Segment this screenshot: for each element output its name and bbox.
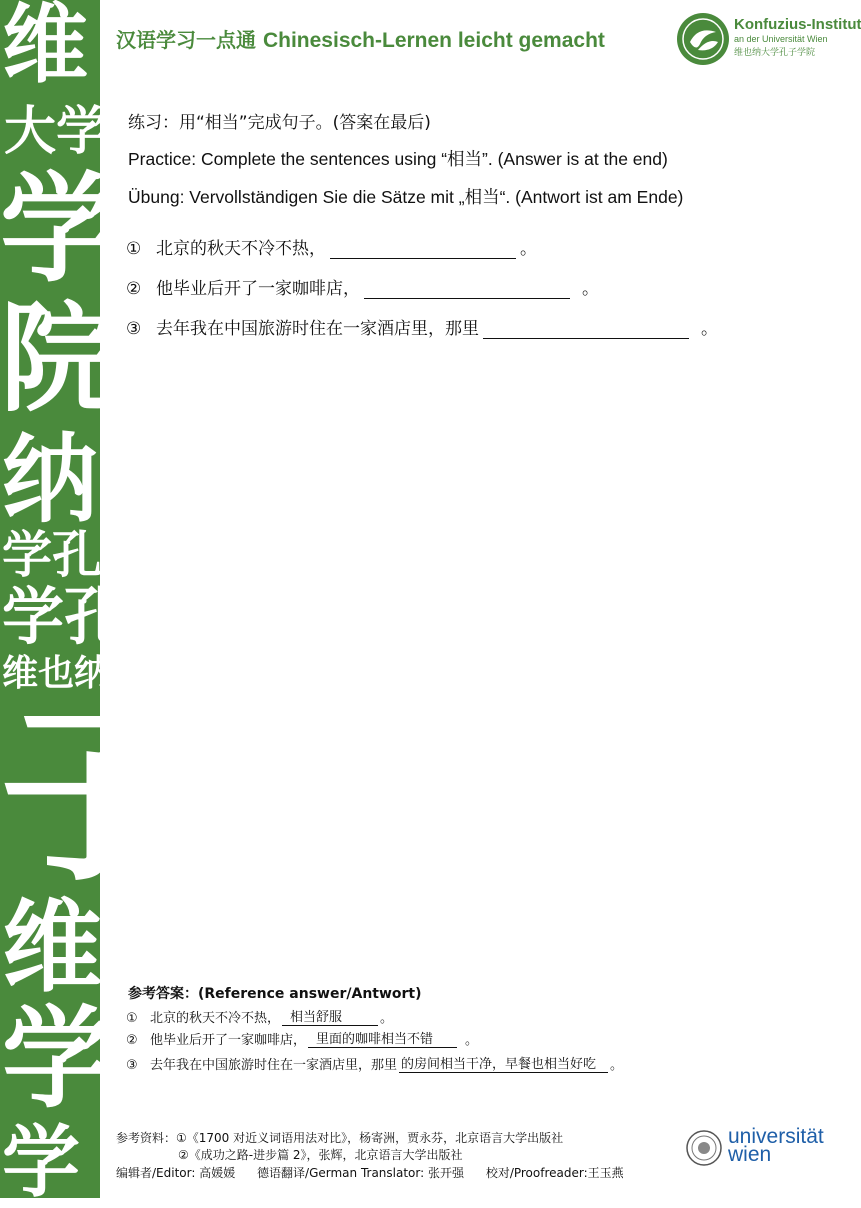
exercise-item (126, 314, 718, 339)
answer-fill: 里面的咖啡相当不错 (308, 1028, 457, 1048)
exercise-end: 。 (582, 279, 599, 299)
band-glyph: 纳 (2, 424, 98, 536)
band-glyph: 维 (2, 889, 102, 1006)
confucius-institute-logo (676, 12, 730, 66)
exercise-text: 北京的秋天不冷不热， (156, 239, 326, 259)
band-glyph: 学孔 (2, 580, 127, 653)
institute-subtitle: an der Universität Wien (734, 34, 828, 44)
band-glyph: 学孔 (2, 526, 102, 584)
editor-credit: 编辑者/Editor: 高媛媛 (116, 1166, 236, 1180)
answer-number: ② (126, 1033, 138, 1048)
band-glyph: 院 (0, 290, 119, 428)
translator-credit: 德语翻译/German Translator: 张开强 (257, 1166, 464, 1180)
answer-blank (483, 320, 689, 339)
exercise-text: 他毕业后开了一家咖啡店， (156, 279, 360, 299)
instruction-de: Übung: Vervollständigen Sie die Sätze mit „相当“. (Antwort ist am Ende) (128, 187, 684, 207)
institute-name-block (734, 16, 861, 58)
answer-number: ③ (126, 1058, 138, 1073)
band-glyph: 大学 (4, 102, 109, 162)
exercise-item (126, 234, 537, 259)
credits (116, 1164, 642, 1181)
exercise-number: ① (126, 239, 142, 259)
proofreader-credit: 校对/Proofreader:王玉燕 (485, 1166, 624, 1180)
references-label: 参考资料： (116, 1131, 177, 1145)
references (116, 1130, 563, 1164)
exercise-number: ② (126, 279, 142, 299)
exercise-text: 去年我在中国旅游时住在一家酒店里，那里 (156, 319, 479, 339)
band-glyph: 学 (0, 160, 119, 298)
answer-text: 去年我在中国旅游时住在一家酒店里，那里 (150, 1058, 398, 1073)
band-glyph: 维 (2, 0, 88, 95)
university-name-line2: wien (728, 1143, 772, 1166)
answer-number: ① (126, 1011, 138, 1026)
answers-heading: 参考答案：(Reference answer/Antwort) (128, 986, 422, 1002)
answer-text: 北京的秋天不冷不热， (150, 1011, 281, 1026)
header-title (116, 24, 605, 53)
exercise-end: 。 (701, 319, 718, 339)
band-glyph: 子 (0, 686, 191, 907)
institute-name: Konfuzius-Institut (734, 16, 861, 33)
answer-end: 。 (380, 1011, 394, 1026)
band-glyph: 学 (2, 995, 112, 1123)
answer-fill: 的房间相当干净，早餐也相当好吃 (399, 1053, 608, 1073)
reference-item: ②《成功之路-进步篇 2》，张辉，北京语言大学出版社 (178, 1148, 463, 1162)
university-seal-icon (686, 1130, 722, 1166)
answer-blank (330, 240, 516, 259)
answer-fill: 相当舒服 (282, 1006, 378, 1026)
university-name-line1: universität (728, 1125, 824, 1148)
answer-blank (364, 280, 570, 299)
band-glyph: 学 (2, 1118, 81, 1208)
band-glyph: 维也纳 (2, 653, 111, 694)
reference-item: ①《1700 对近义词语用法对比》，杨寄洲，贾永芬，北京语言大学出版社 (176, 1131, 564, 1145)
university-logo-text (728, 1125, 824, 1166)
answer-item (126, 1053, 623, 1073)
exercise-end: 。 (520, 239, 537, 259)
answer-item (126, 1028, 478, 1048)
institute-name-zh: 维也纳大学孔子学院 (734, 47, 816, 57)
exercise-number: ③ (126, 319, 142, 339)
answer-text: 他毕业后开了一家咖啡店， (150, 1033, 307, 1048)
answer-item (126, 1006, 393, 1026)
exercise-item (126, 274, 599, 299)
header-title-de: Chinesisch-Lernen leicht gemacht (262, 29, 605, 52)
answer-end: 。 (610, 1058, 624, 1073)
instruction-zh: 练习：用“相当”完成句子。(答案在最后) (128, 113, 431, 133)
header-title-zh: 汉语学习一点通 (116, 28, 256, 52)
answer-end: 。 (465, 1033, 479, 1048)
instruction-en: Practice: Complete the sentences using “相当”. (Answer is at the end) (128, 149, 668, 169)
